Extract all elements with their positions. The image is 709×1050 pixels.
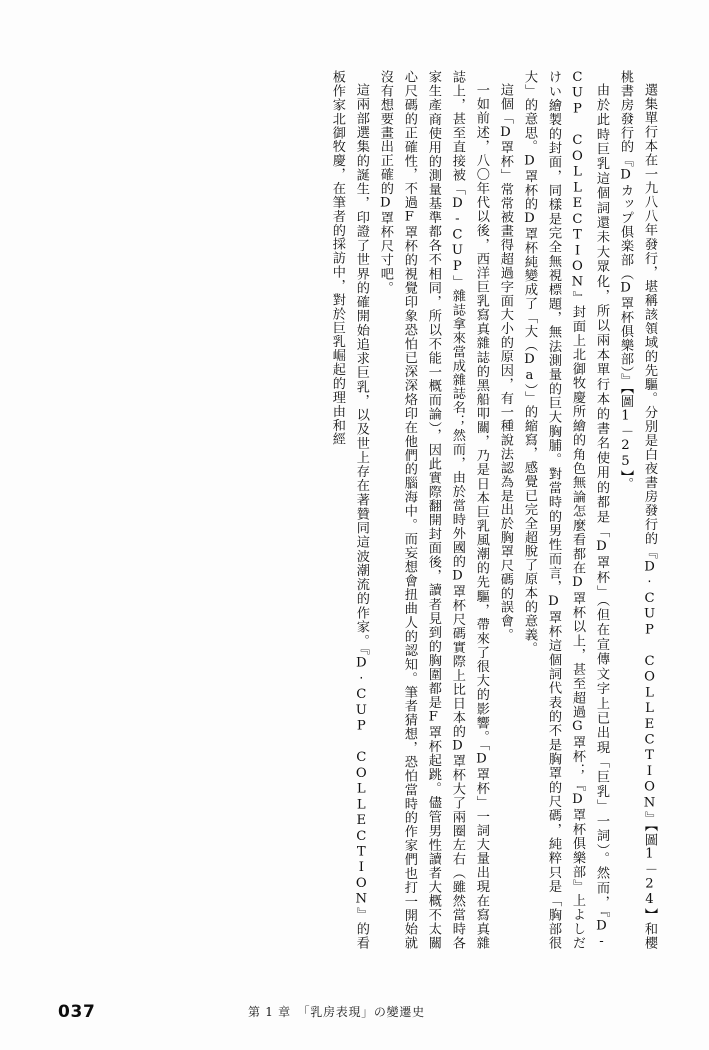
paragraph: 由於此時巨乳這個詞還未大眾化，所以兩本單行本的書名使用的都是「D罩杯」（但在宣傳文字上已出現「巨乳」一詞）。然而，『D-CUP COLLECTION』封面上北御牧慶所繪的角色無論怎麼看都在D罩杯以上，甚至超過G罩杯；『D罩杯俱樂部』上よしだけい繪製的封面，同樣是完全無視標題，無法測量的巨大胸脯。對當時的男性而言，D罩杯這個詞代表的不是胸罩的尺碼，純粹只是「胸部很大」的意思。D罩杯的D罩杯純變成了「大（Da）」的縮寫，感覺已完全超脫了原本的意義。: [521, 70, 609, 950]
page-footer: [0, 996, 709, 1022]
chapter-label: 第 1 章 「乳房表現」の變遷史: [248, 1005, 425, 1019]
body-text-column: [58, 70, 661, 950]
paragraph: 選集單行本在一九八八年發行，堪稱該領域的先驅。分別是白夜書房發行的『D‧CUP COLLECTION』【圖1－24】和櫻桃書房發行的『Dカップ俱楽部（D罩杯俱樂部）』【圖1－25】。: [617, 70, 657, 950]
page-number: 037: [58, 1002, 96, 1022]
paragraph: 這兩部選集的誕生，印證了世界的確開始追求巨乳，以及世上存在著贊同這波潮流的作家。『D‧CUP COLLECTION』的看板作家北御牧慶，在筆者的採訪中，對於巨乳崛起的理由和經: [329, 70, 369, 950]
paragraph: 一如前述，八〇年代以後，西洋巨乳寫真雜誌的黑船叩關，乃是日本巨乳風潮的先驅，帶來了很大的影響。「D罩杯」一詞大量出現在寫真雜誌上，甚至直接被「D-CUP」雜誌拿來當成雜誌名；然而，由於當時外國的D罩杯尺碼實際上比日本的D罩杯大了兩圈左右（雖然當時各家生產商使用的測量基準都各不相同，所以不能一概而論），因此實際翻開封面後，讀者見到的胸圍都是F罩杯起跳。儘管男性讀者大概不太關心尺碼的正確性，不過F罩杯的視覺印象恐怕已深深烙印在他們的腦海中。而妄想會扭曲人的認知。筆者猜想，恐怕當時的作家們也打一開始就沒有想要畫出正確的D罩杯尺寸吧。: [377, 70, 489, 950]
paragraph: 這個「D罩杯」常常被畫得超過字面大小的原因，有一種說法認為是出於胸罩尺碼的誤會。: [497, 83, 513, 643]
